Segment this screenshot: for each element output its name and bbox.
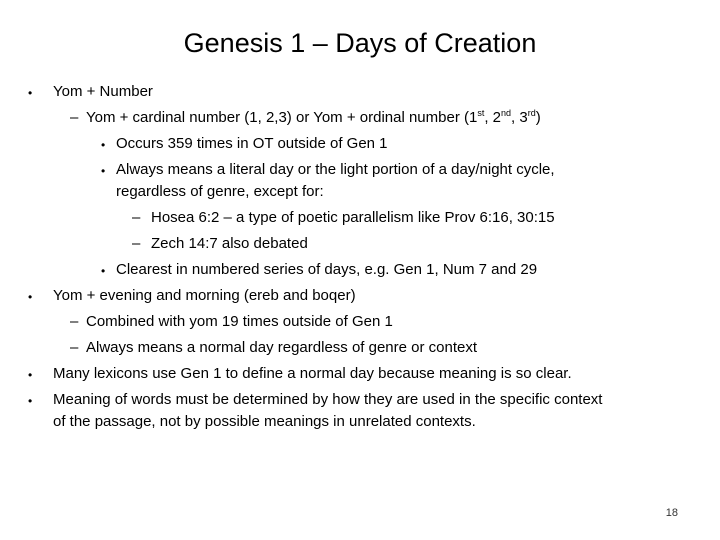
sub-text-mid1: , 2 <box>484 109 502 126</box>
bullet-evening-morning: Yom + evening and morning (ereb and boqer) <box>53 287 356 304</box>
dash-marker: – <box>70 313 79 330</box>
slide-title: Genesis 1 – Days of Creation <box>183 28 537 58</box>
level4-zech: Zech 14:7 also debated <box>151 235 308 252</box>
bullet-marker: • <box>101 164 106 178</box>
subsub-occurs-359: Occurs 359 times in OT outside of Gen 1 <box>116 135 388 152</box>
dash-marker: – <box>132 235 141 252</box>
subsub-always-literal-line1: Always means a literal day or the light portion of a day/night cycle, <box>116 161 555 178</box>
dash-marker: – <box>70 109 79 126</box>
subsub-clearest-numbered: Clearest in numbered series of days, e.g. Gen 1, Num 7 and 29 <box>116 261 538 278</box>
page-number: 18 <box>665 507 678 519</box>
level4-hosea: Hosea 6:2 – a type of poetic parallelism like Prov 6:16, 30:15 <box>151 209 555 226</box>
dash-marker: – <box>70 339 79 356</box>
bullet-marker: • <box>28 290 33 304</box>
bullet-marker: • <box>28 368 33 382</box>
sup-rd: rd <box>527 108 536 118</box>
bullet-lexicons: Many lexicons use Gen 1 to define a normal day because meaning is so clear. <box>53 365 572 382</box>
bullet-marker: • <box>28 86 33 100</box>
bullet-marker: • <box>101 264 106 278</box>
dash-marker: – <box>132 209 141 226</box>
sub-text-suffix: ) <box>535 109 541 126</box>
bullet-marker: • <box>28 394 33 408</box>
bullet-marker: • <box>101 138 106 152</box>
sup-st: st <box>477 108 485 118</box>
sub-always-normal-day: Always means a normal day regardless of genre or context <box>86 339 478 356</box>
bullet-meaning-line1: Meaning of words must be determined by how they are used in the specific context <box>53 391 603 408</box>
sub-text-mid2: , 3 <box>511 109 528 126</box>
bullet-meaning-line2: of the passage, not by possible meanings in unrelated contexts. <box>53 413 476 430</box>
bullet-yom-number: Yom + Number <box>53 83 153 100</box>
sub-combined-yom: Combined with yom 19 times outside of Gen 1 <box>86 313 393 330</box>
sup-nd: nd <box>501 108 512 118</box>
subsub-always-literal-line2: regardless of genre, except for: <box>116 183 324 200</box>
sub-text-prefix: Yom + cardinal number (1, 2,3) or Yom + ordinal number (1 <box>86 109 478 126</box>
sub-yom-cardinal-ordinal <box>86 109 541 127</box>
